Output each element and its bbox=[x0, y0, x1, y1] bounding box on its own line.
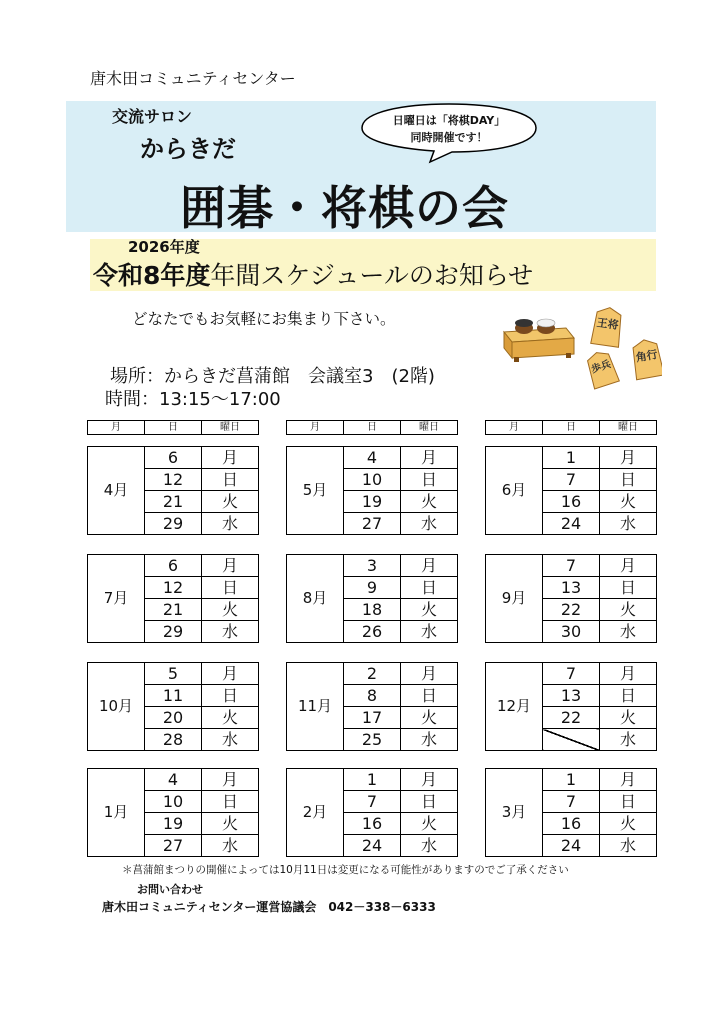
weekday-cell: 日 bbox=[202, 685, 259, 707]
day-cell: 7 bbox=[543, 555, 600, 577]
day-cell: 7 bbox=[344, 791, 401, 813]
day-cell: 19 bbox=[344, 491, 401, 513]
header-month: 月 bbox=[486, 421, 543, 435]
weekday-cell: 水 bbox=[600, 729, 657, 751]
weekday-cell: 火 bbox=[401, 599, 458, 621]
festival-note: ＊菖蒲館まつりの開催によっては10月11日は変更になる可能性がありますのでご了承ください bbox=[122, 864, 569, 876]
day-cell: 6 bbox=[145, 447, 202, 469]
weekday-cell: 火 bbox=[600, 599, 657, 621]
day-cell: 16 bbox=[344, 813, 401, 835]
weekday-cell: 日 bbox=[202, 469, 259, 491]
day-cell: 27 bbox=[344, 513, 401, 535]
weekday-cell: 日 bbox=[600, 469, 657, 491]
weekday-cell: 水 bbox=[600, 513, 657, 535]
weekday-cell: 火 bbox=[401, 813, 458, 835]
month-name: 3月 bbox=[486, 769, 543, 857]
salon-name: からきだ bbox=[140, 135, 236, 163]
month-table bbox=[87, 662, 259, 751]
weekday-cell: 日 bbox=[401, 577, 458, 599]
month-name: 4月 bbox=[88, 447, 145, 535]
schedule-title bbox=[93, 256, 533, 292]
header-month: 月 bbox=[88, 421, 145, 435]
weekday-cell: 水 bbox=[202, 835, 259, 857]
day-cell: 17 bbox=[344, 707, 401, 729]
month-name: 7月 bbox=[88, 555, 145, 643]
day-cell: 16 bbox=[543, 491, 600, 513]
weekday-cell: 日 bbox=[600, 791, 657, 813]
day-cell: 18 bbox=[344, 599, 401, 621]
header-weekday: 曜日 bbox=[600, 421, 657, 435]
month-table bbox=[87, 446, 259, 535]
day-cell: 19 bbox=[145, 813, 202, 835]
schedule-title-rest: 年間スケジュールのお知らせ bbox=[210, 261, 534, 290]
table-row bbox=[88, 447, 259, 469]
day-cell: 25 bbox=[344, 729, 401, 751]
month-table bbox=[87, 554, 259, 643]
weekday-cell: 月 bbox=[202, 555, 259, 577]
table-row bbox=[88, 663, 259, 685]
month-table bbox=[286, 446, 458, 535]
table-header-col2 bbox=[286, 420, 458, 435]
month-name: 9月 bbox=[486, 555, 543, 643]
day-cell: 26 bbox=[344, 621, 401, 643]
shogi-piece-king: 王将 bbox=[595, 316, 620, 332]
table-header-col1 bbox=[87, 420, 259, 435]
bubble-line-2: 同時開催です！ bbox=[410, 131, 488, 144]
table-row bbox=[287, 769, 458, 791]
day-cell: 7 bbox=[543, 663, 600, 685]
organization-name: 唐木田コミュニティセンター bbox=[90, 69, 296, 88]
weekday-cell: 日 bbox=[600, 577, 657, 599]
day-cell: 7 bbox=[543, 469, 600, 491]
day-cell: 29 bbox=[145, 513, 202, 535]
time-info: 時間：13:15～17:00 bbox=[105, 389, 281, 410]
day-cell: 12 bbox=[145, 577, 202, 599]
weekday-cell: 水 bbox=[401, 835, 458, 857]
weekday-cell: 月 bbox=[401, 555, 458, 577]
table-row bbox=[88, 555, 259, 577]
weekday-cell: 日 bbox=[202, 791, 259, 813]
day-cell: 21 bbox=[145, 599, 202, 621]
weekday-cell: 火 bbox=[600, 707, 657, 729]
day-cell: 13 bbox=[543, 577, 600, 599]
weekday-cell: 月 bbox=[202, 447, 259, 469]
day-cell: 24 bbox=[543, 835, 600, 857]
table-row bbox=[287, 663, 458, 685]
table-row bbox=[486, 663, 657, 685]
weekday-cell: 日 bbox=[600, 685, 657, 707]
weekday-cell: 日 bbox=[202, 577, 259, 599]
schedule-title-era: 令和8年度 bbox=[93, 261, 211, 290]
fiscal-year: 2026年度 bbox=[128, 238, 200, 256]
header-day: 日 bbox=[344, 421, 401, 435]
go-board-and-shogi-pieces-icon bbox=[500, 302, 662, 406]
weekday-cell: 水 bbox=[202, 513, 259, 535]
month-table bbox=[485, 662, 657, 751]
weekday-cell: 火 bbox=[202, 813, 259, 835]
welcome-text: どなたでもお気軽にお集まり下さい。 bbox=[132, 310, 396, 328]
day-cell: 1 bbox=[543, 769, 600, 791]
weekday-cell: 月 bbox=[202, 663, 259, 685]
month-name: 11月 bbox=[287, 663, 344, 751]
day-cell: 10 bbox=[145, 791, 202, 813]
day-cell: 4 bbox=[344, 447, 401, 469]
month-table bbox=[286, 768, 458, 857]
header-day: 日 bbox=[145, 421, 202, 435]
weekday-cell: 月 bbox=[600, 555, 657, 577]
header-weekday: 曜日 bbox=[202, 421, 259, 435]
weekday-cell: 水 bbox=[401, 621, 458, 643]
month-name: 1月 bbox=[88, 769, 145, 857]
month-name: 2月 bbox=[287, 769, 344, 857]
weekday-cell: 水 bbox=[401, 513, 458, 535]
day-cell: 1 bbox=[344, 769, 401, 791]
weekday-cell: 日 bbox=[401, 791, 458, 813]
weekday-cell: 火 bbox=[202, 491, 259, 513]
table-header-col3 bbox=[485, 420, 657, 435]
month-name: 8月 bbox=[287, 555, 344, 643]
month-name: 5月 bbox=[287, 447, 344, 535]
weekday-cell: 日 bbox=[401, 685, 458, 707]
table-row bbox=[486, 769, 657, 791]
weekday-cell: 火 bbox=[202, 599, 259, 621]
weekday-cell: 月 bbox=[401, 769, 458, 791]
contact-label: お問い合わせ bbox=[137, 883, 203, 896]
weekday-cell: 月 bbox=[401, 447, 458, 469]
shogi-piece-bishop: 角行 bbox=[634, 347, 659, 365]
day-cell: 9 bbox=[344, 577, 401, 599]
speech-bubble bbox=[360, 102, 538, 158]
day-cell: 11 bbox=[145, 685, 202, 707]
bubble-line-1: 日曜日は「将棋DAY」 bbox=[392, 114, 506, 127]
day-cell: 12 bbox=[145, 469, 202, 491]
month-name: 6月 bbox=[486, 447, 543, 535]
day-cell: 3 bbox=[344, 555, 401, 577]
day-cell: 22 bbox=[543, 599, 600, 621]
day-cell: 22 bbox=[543, 707, 600, 729]
weekday-cell: 火 bbox=[401, 707, 458, 729]
day-cell bbox=[543, 729, 600, 751]
month-table bbox=[485, 554, 657, 643]
weekday-cell: 月 bbox=[401, 663, 458, 685]
day-cell: 28 bbox=[145, 729, 202, 751]
weekday-cell: 火 bbox=[202, 707, 259, 729]
main-title: 囲碁・将棋の会 bbox=[180, 181, 509, 235]
salon-label: 交流サロン bbox=[112, 107, 193, 126]
day-cell: 7 bbox=[543, 791, 600, 813]
month-name: 10月 bbox=[88, 663, 145, 751]
table-row bbox=[88, 769, 259, 791]
header-month: 月 bbox=[287, 421, 344, 435]
day-cell: 24 bbox=[344, 835, 401, 857]
weekday-cell: 水 bbox=[600, 621, 657, 643]
day-cell: 8 bbox=[344, 685, 401, 707]
shogi-piece-pawn: 歩兵 bbox=[590, 359, 613, 376]
day-cell: 2 bbox=[344, 663, 401, 685]
day-cell: 21 bbox=[145, 491, 202, 513]
header-weekday: 曜日 bbox=[401, 421, 458, 435]
weekday-cell: 火 bbox=[600, 491, 657, 513]
weekday-cell: 水 bbox=[401, 729, 458, 751]
day-cell: 20 bbox=[145, 707, 202, 729]
month-name: 12月 bbox=[486, 663, 543, 751]
day-cell: 4 bbox=[145, 769, 202, 791]
weekday-cell: 水 bbox=[202, 729, 259, 751]
day-cell: 30 bbox=[543, 621, 600, 643]
day-cell: 13 bbox=[543, 685, 600, 707]
day-cell: 10 bbox=[344, 469, 401, 491]
day-cell: 5 bbox=[145, 663, 202, 685]
contact-info: 唐木田コミュニティセンター運営協議会 042－338－6333 bbox=[102, 900, 436, 914]
header-day: 日 bbox=[543, 421, 600, 435]
day-cell: 29 bbox=[145, 621, 202, 643]
day-cell: 6 bbox=[145, 555, 202, 577]
weekday-cell: 月 bbox=[600, 663, 657, 685]
weekday-cell: 月 bbox=[600, 769, 657, 791]
weekday-cell: 月 bbox=[202, 769, 259, 791]
weekday-cell: 日 bbox=[401, 469, 458, 491]
weekday-cell: 水 bbox=[202, 621, 259, 643]
day-cell: 16 bbox=[543, 813, 600, 835]
month-table bbox=[286, 662, 458, 751]
day-cell: 24 bbox=[543, 513, 600, 535]
month-table bbox=[485, 446, 657, 535]
weekday-cell: 月 bbox=[600, 447, 657, 469]
table-row bbox=[287, 447, 458, 469]
weekday-cell: 水 bbox=[600, 835, 657, 857]
table-row bbox=[486, 555, 657, 577]
month-table bbox=[485, 768, 657, 857]
day-cell: 27 bbox=[145, 835, 202, 857]
month-table bbox=[286, 554, 458, 643]
day-cell: 1 bbox=[543, 447, 600, 469]
weekday-cell: 火 bbox=[401, 491, 458, 513]
weekday-cell: 火 bbox=[600, 813, 657, 835]
table-row bbox=[287, 555, 458, 577]
place-info: 場所：からきだ菖蒲館 会議室3 (2階) bbox=[110, 366, 435, 387]
table-row bbox=[486, 447, 657, 469]
month-table bbox=[87, 768, 259, 857]
